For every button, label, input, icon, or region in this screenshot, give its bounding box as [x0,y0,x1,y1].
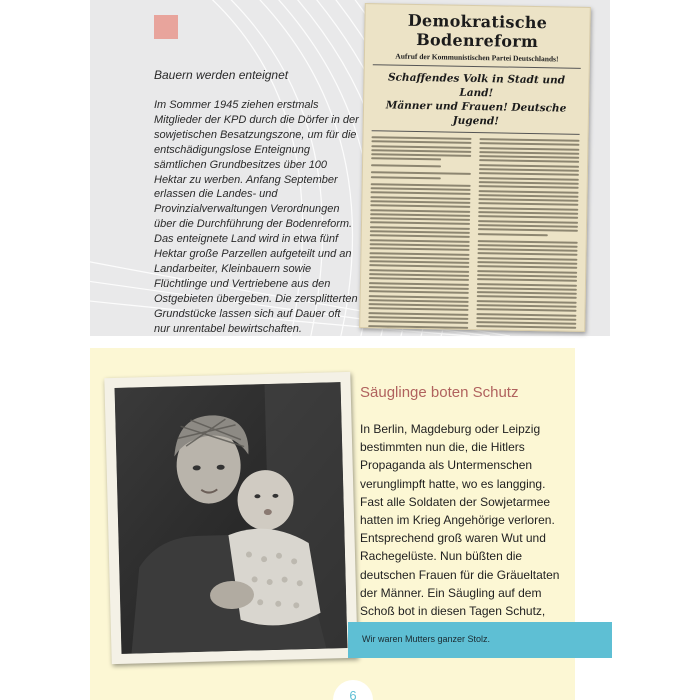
clipping-text-line [368,325,468,329]
clipping-text-line [478,233,548,236]
clipping-text-line [370,209,470,213]
clipping-text-line [369,273,469,277]
clipping-text-line [368,312,468,316]
clipping-text-line [479,142,579,146]
clipping-text-line [479,168,579,172]
clipping-text-line [476,317,576,321]
top-heading: Bauern werden enteignet [154,68,289,82]
clipping-text-line [478,224,578,228]
clipping-text-line [479,172,579,176]
clipping-text-line [479,151,579,155]
clipping-text-line [371,172,471,176]
clipping-text-line [370,226,470,230]
clipping-text-line [370,204,470,208]
clipping-text-line [369,290,469,294]
clipping-text-line [371,192,471,196]
clipping-slogan [372,70,581,130]
clipping-text-line [476,313,576,317]
clipping-text-line [477,270,577,274]
clipping-text-line [478,244,578,248]
clipping-text-line [478,248,578,252]
clipping-text-line [477,283,577,287]
photo-caption: Wir waren Mutters ganzer Stolz. [362,634,491,644]
clipping-text-line [371,145,471,149]
newspaper-clipping [359,3,591,332]
clipping-text-line [478,211,578,215]
clipping-text-line [479,181,579,185]
clipping-text-line [369,252,469,256]
clipping-text-line [478,220,578,224]
clipping-text-line [370,239,470,243]
page-number: 6 [333,680,373,700]
clipping-text-line [371,149,471,153]
clipping-text-line [479,177,579,181]
clipping-text-line [477,304,577,308]
clipping-text-line [478,207,578,211]
clipping-text-line [368,320,468,324]
clipping-text-line [479,160,579,164]
clipping-text-line [371,187,471,191]
clipping-text-line [371,140,471,144]
clipping-slogan-line2: Männer und Frauen! Deutsche Jugend! [385,99,567,128]
clipping-text-line [369,256,469,260]
accent-square [154,15,178,39]
clipping-text-line [369,260,469,264]
clipping-text-line [370,235,470,239]
clipping-text-line [369,265,469,269]
clipping-text-line [369,295,469,299]
mother-with-baby-photo [115,382,348,654]
photo-frame [104,372,357,664]
clipping-column-right [476,138,580,332]
clipping-rule [372,130,580,135]
clipping-text-line [370,243,470,247]
clipping-text-line [371,158,441,161]
clipping-subtitle: Aufruf der Kommunistischen Partei Deutschlands! [373,51,581,69]
clipping-text-line [369,282,469,286]
clipping-text-line [369,308,469,312]
clipping-text-line [477,257,577,261]
clipping-text-line [479,164,579,168]
clipping-text-line [368,316,468,320]
clipping-slogan-line1: Schaffendes Volk in Stadt und Land! [387,71,566,100]
clipping-column-left [368,136,472,332]
clipping-title: Demokratische Bodenreform [407,10,548,52]
clipping-text-line [371,165,441,168]
clipping-text-line [370,217,470,221]
clipping-text-line [477,295,577,299]
clipping-text-line [478,198,578,202]
clipping-text-line [479,190,579,194]
clipping-text-line [478,228,578,232]
photo-illustration [115,382,348,654]
clipping-text-line [477,265,577,269]
clipping-text-line [370,222,470,226]
clipping-text-line [477,308,577,312]
clipping-text-line [478,215,578,219]
clipping-text-line [477,274,577,278]
clipping-text-line [370,247,470,251]
clipping-columns [368,136,580,332]
clipping-text-line [369,303,469,307]
clipping-text-line [477,287,577,291]
clipping-text-line [478,203,578,207]
clipping-text-line [477,300,577,304]
clipping-text-line [371,176,441,179]
clipping-text-line [476,326,576,330]
clipping-text-line [370,200,470,204]
clipping-text-line [478,240,578,244]
clipping-text-line [369,269,469,273]
clipping-text-line [476,321,576,325]
clipping-text-line [371,153,471,157]
clipping-text-line [369,286,469,290]
clipping-text-line [479,194,579,198]
clipping-text-line [370,230,470,234]
clipping-text-line [479,155,579,159]
clipping-text-line [479,138,579,142]
bottom-body-text: In Berlin, Magdeburg oder Leipzig bestimmten nun die, die Hitlers Propaganda als Untermenschen verunglimpft hatte, wo es langging. Fast alle Soldaten der Sowjetarmee hatten im Krieg Angehörige verloren. Entsprechend groß waren Wut und Rachegelüste. Nun büßten die deutschen Frauen für die Gräueltaten der Männer. Ein Säugling auf dem Schoß bot in diesen Tagen Schutz, [360,422,560,619]
clipping-text-line [477,278,577,282]
clipping-text-line [479,185,579,189]
clipping-text-line [477,261,577,265]
clipping-text-line [479,147,579,151]
clipping-text-line [369,277,469,281]
clipping-text-line [371,136,471,140]
clipping-text-line [371,183,471,187]
clipping-text-line [369,299,469,303]
clipping-text-line [370,213,470,217]
bottom-heading: Säuglinge boten Schutz [360,384,519,401]
top-body-text: Im Sommer 1945 ziehen erstmals Mitglieder der KPD durch die Dörfer in der sowjetischen Besatzungszone, um für die entschädigungslose Enteignung sämtlichen Grundbesitzes über 100 Hektar zu werben. Anfang September erlassen die Landes- und Provinzialverwaltungen Verordnungen über die Durchführung der Bodenreform. Das enteignete Land wird in etwa fünf Hektar große Parzellen aufgeteilt und an Landarbeiter, Kleinbauern sowie Flüchtlinge und Vertriebene aus den Ostgebieten übergeben. Die zersplitterten Grundstücke lassen sich auf Dauer oft nur unrentabel bewirtschaften. [154,99,359,335]
clipping-text-line [477,252,577,256]
clipping-text-line [370,196,470,200]
clipping-text-line [477,291,577,295]
